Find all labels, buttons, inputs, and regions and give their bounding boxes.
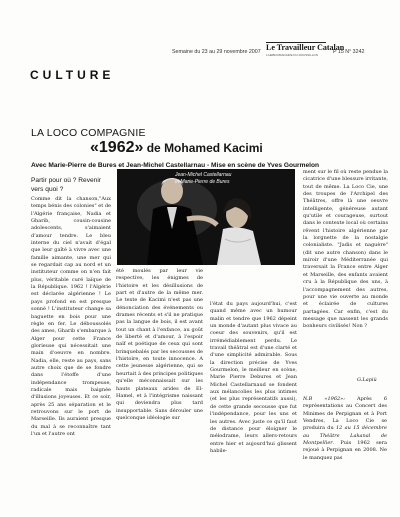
article-title [90, 139, 263, 157]
issue-date-line: Semaine du 23 au 29 novembre 2007 [172, 49, 261, 55]
note-text: Après 6 représentations au Concert des Minimes de Perpignan et à Port Vendres, La Loco Cie se produira du [303, 396, 388, 432]
article-column-1 [31, 196, 111, 438]
article-lead-question: Partir pour où ? Revenir vers quoi ? [31, 177, 102, 193]
section-title: CULTURE [30, 68, 115, 82]
masthead-subtitle: L'HEBDOMADAIRE DU ROUSSILLON [266, 53, 318, 57]
column-2-text: été moulés par leur vie respective, les énigmes de l'histoire et les désillusions de part et d'autre de la même mer. Le texte de Kacimi n'est pas une dénonciation des événements ou drames récents et s'il ne pratique pas la langue de bois, il est avant tout un chant à l'enfance, au goût de liberté et d'amour, à l'espoir naïf et poétique de ceux qui sont brinquebalés par les secousses de l'histoire, en toute innocence. A cette jeunesse algérienne, qui se heurtait à des principes politiques qu'elle méconnaissait sur les hauts plateaux arides de El-Hamel, et à l'intégrisme naissant qui deviendra plus tard insupportable. Sans dérouler une quelconque idéologie sur [116, 268, 203, 421]
article-note [303, 396, 387, 462]
column-3-text: l'état du pays aujourd'hui, c'est quand même avec un humour malin et tendre que 1962 dépeint un monde d'autant plus vivace au coeur des souvenirs, qu'il est irrémédiablement perdu. Le travail théâtral est d'une clarté et d'une simplicité admirable. Sous la direction précise de Yves Gourmelon, le meilleur en scène, Marie Pierre Debures et Jean Michel Castellarnaud se fondent aux mélancolies les plus intimes (et les plus représentatifs aussi), de cette grande secousse que fut l'indépendance, pour les uns et les autres. Avec juste ce qu'il faut de distance pour éloigner le mélodrame, leurs allers-retours entre hier et aujourd'hui glissent habile- [210, 301, 297, 454]
column-4-text: ment sur le fil où reste pendue la cicatrice d'une blessure irritante, tout de même. La Loco Cie, une des troupes de l'Archipel des Théâtres, offre là une oeuvre intelligente, généreuse autant qu'utile et courageuse, surtout dans le contexte local où certains rêvent l'histoire algérienne par la lorgnette de la nostalgie colonialiste. "Jadis et naguère" (dit une autre chanson) dans le miroir d'une Méditerranée qui traversait la France entre Alger et Marseille, des enfants avaient cru à la République des uns, à l'accompagnement des autres, pour une vie ouverte au monde et éclairée de cultures partagées. Car enfin, c'est du message que nassent les grands bonheurs civilisés! Non ? [303, 169, 389, 330]
article-title-main: «1962» [90, 139, 144, 156]
article-title-sub: de Mohamed Kacimi [143, 141, 263, 155]
article-credits: Avec Marie-Pierre de Bures et Jean-Michel Castellarnau - Mise en scène de Yves Gourmelon [31, 162, 320, 169]
photo-caption-line-2: et Marie-Pierre de Bures [175, 179, 230, 185]
article-photo [117, 169, 295, 265]
page-number: P 15 N° 3242 [333, 49, 365, 55]
article-kicker: LA LOCO COMPAGNIE [31, 127, 146, 139]
article-column-4 [303, 169, 388, 331]
column-1-text: Comme dit la chanson,"Aux temps bénis des colonies" et de l'Algérie française, Nadia et Gharib, cousin-cousine adolescents, s'aimaient d'amour tendre. Le bleu interne du ciel n'avait d'égal que leur gaîté à vivre avec une famille aimante, une mer qui se regardait cap au nord et un instituteur comme on n'en fait plus, véritable curé laïque de la République. 1962 ! l'Algérie est déclarée algérienne ! Le pays profond en est presque sonné ! L'instituteur change sa baguette en bois pour une règle en fer. Le déboussolés des ames, Gharib s'embarque à Alger pour cette France glorieuse qui nécessitait une main d'oeuvre en nombre. Nadia, elle, reste au pays, sans autre choix que de se fondre dans l'étoffe d'une indépendance trompeuse, radicale mais baignée d'illusions joyeuses. Et ce soir, après 25 ans séparation et le retrouvons sur le port de Marseille. Ils auraient presque du mal à se reconnaître tant l'un et l'autre ont [31, 196, 111, 437]
note-dates: 12 au 15 décembre au Théâtre Lakanal de Montpellier [303, 425, 388, 447]
masthead-title: Le Travailleur Catalan [266, 43, 345, 52]
article-column-2 [116, 268, 203, 422]
note-tail: . Puis 1962 sera rejoué à Perpignan en 2008. Ne le manquez pas [303, 440, 387, 461]
author-signature: G.Lapiù [357, 377, 377, 383]
note-lead: N.B «1962»: [303, 396, 345, 402]
masthead-logo [266, 42, 345, 59]
photo-caption-line-1: Jean-Michel Castellarnau [175, 172, 232, 178]
photo-caption [175, 172, 231, 186]
article-column-3 [210, 301, 297, 455]
